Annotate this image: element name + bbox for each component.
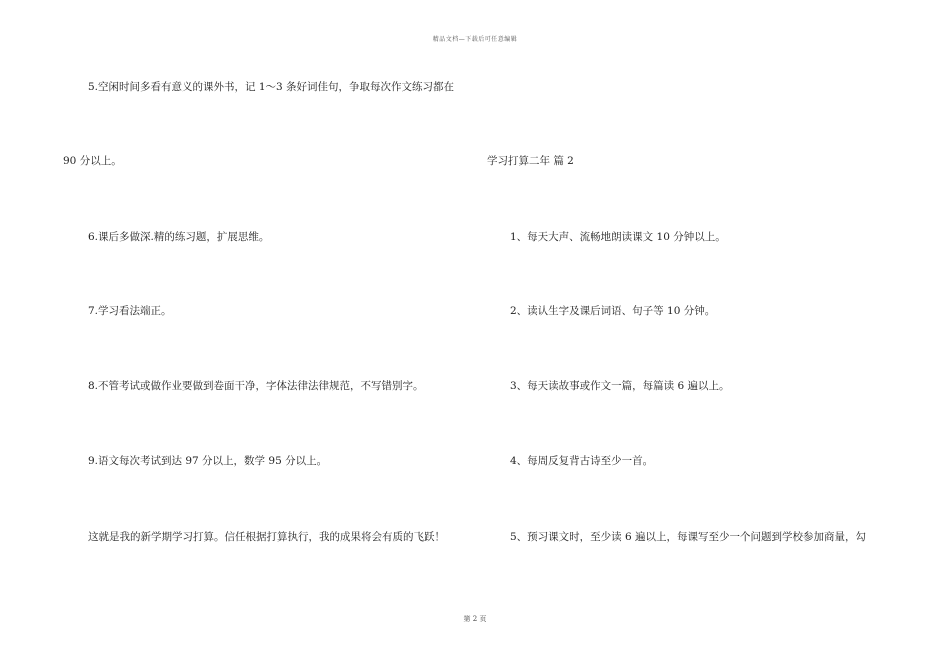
right-line-2: 2、读认生字及课后词语、句子等 10 分钟。 <box>510 305 716 317</box>
right-line-5: 5、预习课文时，至少读 6 遍以上，每课写至少一个问题到学校参加商量，勾 <box>510 531 867 543</box>
left-line-5: 8.不管考试或做作业要做到卷面干净，字体法律法律规范，不写错别字。 <box>88 380 424 392</box>
left-line-1: 5.空闲时间多看有意义的课外书，记 1～3 条好词佳句，争取每次作文练习都在 <box>88 81 455 93</box>
right-line-3: 3、每天读故事或作文一篇，每篇读 6 遍以上。 <box>510 380 730 392</box>
left-line-2: 90 分以上。 <box>63 155 122 167</box>
left-line-3: 6.课后多做深.精的练习题，扩展思维。 <box>88 231 270 243</box>
page-header: 精品文档—下载后可任意编辑 <box>432 36 518 43</box>
right-line-1: 1、每天大声、流畅地朗读课文 10 分钟以上。 <box>510 231 726 243</box>
left-line-4: 7.学习看法端正。 <box>88 305 172 317</box>
left-line-6: 9.语文每次考试到达 97 分以上，数学 95 分以上。 <box>88 455 328 467</box>
left-line-7: 这就是我的新学期学习打算。信任根据打算执行，我的成果将会有质的飞跃！ <box>88 531 445 543</box>
right-line-4: 4、每周反复背古诗至少一首。 <box>510 455 654 467</box>
page-number: 第 2 页 <box>463 615 487 623</box>
section-title: 学习打算二年 篇 2 <box>487 155 574 167</box>
